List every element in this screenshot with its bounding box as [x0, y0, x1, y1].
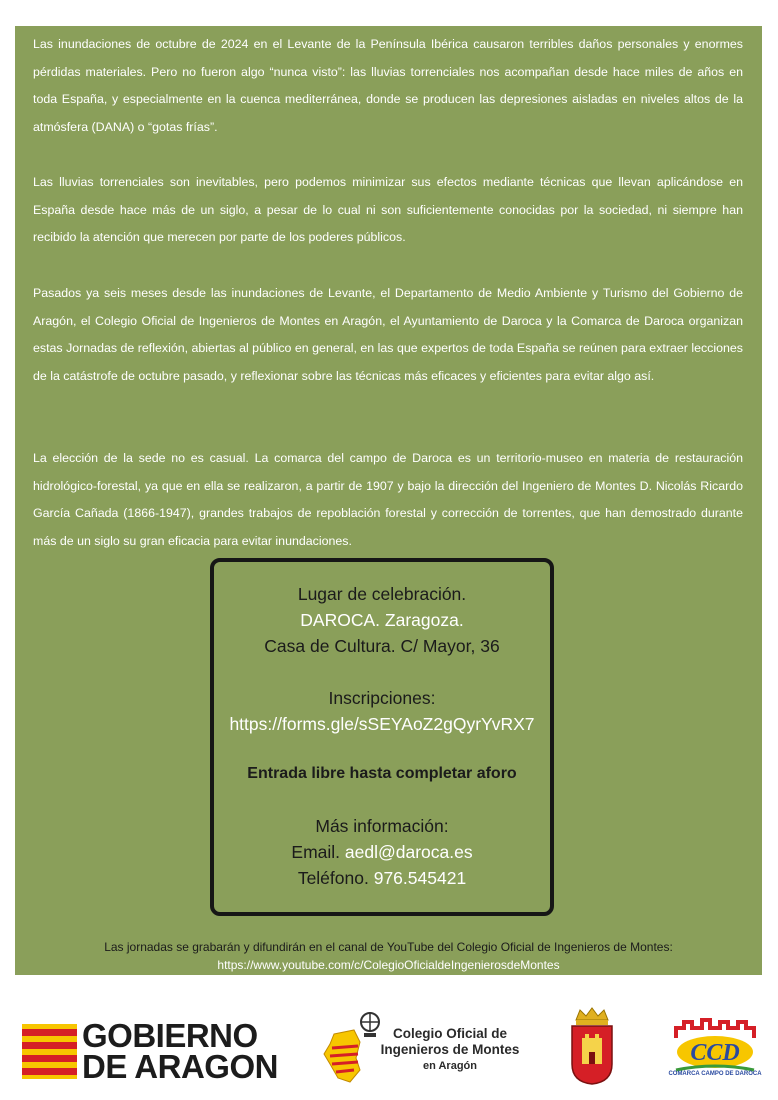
paragraph-intro: Las inundaciones de octubre de 2024 en el Levante de la Península Ibérica causaron terribles daños personales y enormes pérdidas materiales. Pero no fueron algo “nunca visto”: las lluvias torrenciales nos acompañan desde hace miles de años en toda España, y especialmente en la cuenca mediterránea, donde se producen las depresiones aisladas en niveles altos de la atmósfera (DANA) o “gotas frías”.: [33, 37, 743, 134]
phone-value: 976.545421: [373, 868, 467, 888]
paragraph-techniques: Las lluvias torrenciales son inevitables, pero podemos minimizar sus efectos mediante técnicas que llevan aplicándose en España desde hace más de un siglo, a pesar de lo cual ni son suficientemente conocidas por la sociedad, ni siempre han recibido la atención que merecen por parte de los poderes públicos.: [33, 175, 743, 244]
gobierno-logo-text: [82, 1017, 278, 1085]
daroca-coat-of-arms: [570, 1006, 614, 1086]
free-entry-note: Entrada libre hasta completar aforo: [247, 765, 517, 782]
event-info-box: [210, 558, 554, 916]
registration-link[interactable]: https://forms.gle/sSEYAoZ2gQyrYvRX7: [229, 714, 535, 734]
venue-heading: Lugar de celebración.: [297, 584, 467, 604]
colegio-line2: Ingenieros de Montes: [380, 1042, 520, 1057]
footer-note: Las jornadas se grabarán y difundirán en el canal de YouTube del Colegio Oficial de Ingenieros de Montes:: [104, 940, 673, 954]
venue-city: DAROCA. Zaragoza.: [300, 610, 464, 630]
youtube-link[interactable]: https://www.youtube.com/c/ColegioOficialdeIngenierosdeMontes: [217, 958, 560, 972]
aragon-flag-icon: [22, 1024, 77, 1079]
colegio-ingenieros-logo: [320, 1008, 525, 1088]
ccd-caption: COMARCA CAMPO DE DAROCA: [668, 1071, 762, 1077]
email-link[interactable]: aedl@daroca.es: [344, 842, 473, 862]
colegio-line3: en Aragón: [423, 1060, 477, 1072]
venue-address: Casa de Cultura. C/ Mayor, 36: [264, 636, 500, 656]
gobierno-aragon-logo: [22, 1017, 278, 1085]
paragraph-organizers: Pasados ya seis meses desde las inundaciones de Levante, el Departamento de Medio Ambiente y Turismo del Gobierno de Aragón, el Colegio Oficial de Ingenieros de Montes en Aragón, el Ayuntamiento de Daroca y la Comarca de Daroca organizan estas Jornadas de reflexión, abiertas al público en general, en las que expertos de toda España se reúnen para extraer lecciones de la catástrofe de octubre pasado, y reflexionar sobre las técnicas más eficaces y eficientes para evitar algo así.: [33, 286, 743, 383]
colegio-line1: Colegio Oficial de: [392, 1026, 508, 1041]
gobierno-line2: DE ARAGON: [82, 1048, 278, 1085]
paragraph-venue-choice: La elección de la sede no es casual. La comarca del campo de Daroca es un territorio-museo en materia de restauración hidrológico-forestal, ya que en ella se realizaron, a partir de 1907 y bajo la dirección del Ingeniero de Montes D. Nicolás Ricardo García Cañada (1866-1947), grandes trabajos de repoblación forestal y corrección de torrentes, que han demostrado durante más de un siglo su gran eficacia para evitar inundaciones.: [33, 451, 743, 548]
ccd-mark: CCD: [690, 1040, 740, 1066]
email-label: Email.: [291, 842, 341, 862]
more-info-heading: Más información:: [315, 816, 449, 836]
phone-label: Teléfono.: [297, 868, 369, 888]
ccd-emblem-icon: [668, 1016, 762, 1074]
email-line: [214, 840, 550, 864]
registration-heading: Inscripciones:: [328, 688, 436, 708]
gobierno-line1: GOBIERNO: [82, 1017, 258, 1054]
phone-line: [214, 866, 550, 890]
content-panel: [15, 26, 762, 975]
comarca-campo-daroca-logo: [668, 1016, 762, 1086]
coat-of-arms-icon: [570, 1006, 614, 1086]
colegio-logo-text: [370, 1026, 530, 1074]
